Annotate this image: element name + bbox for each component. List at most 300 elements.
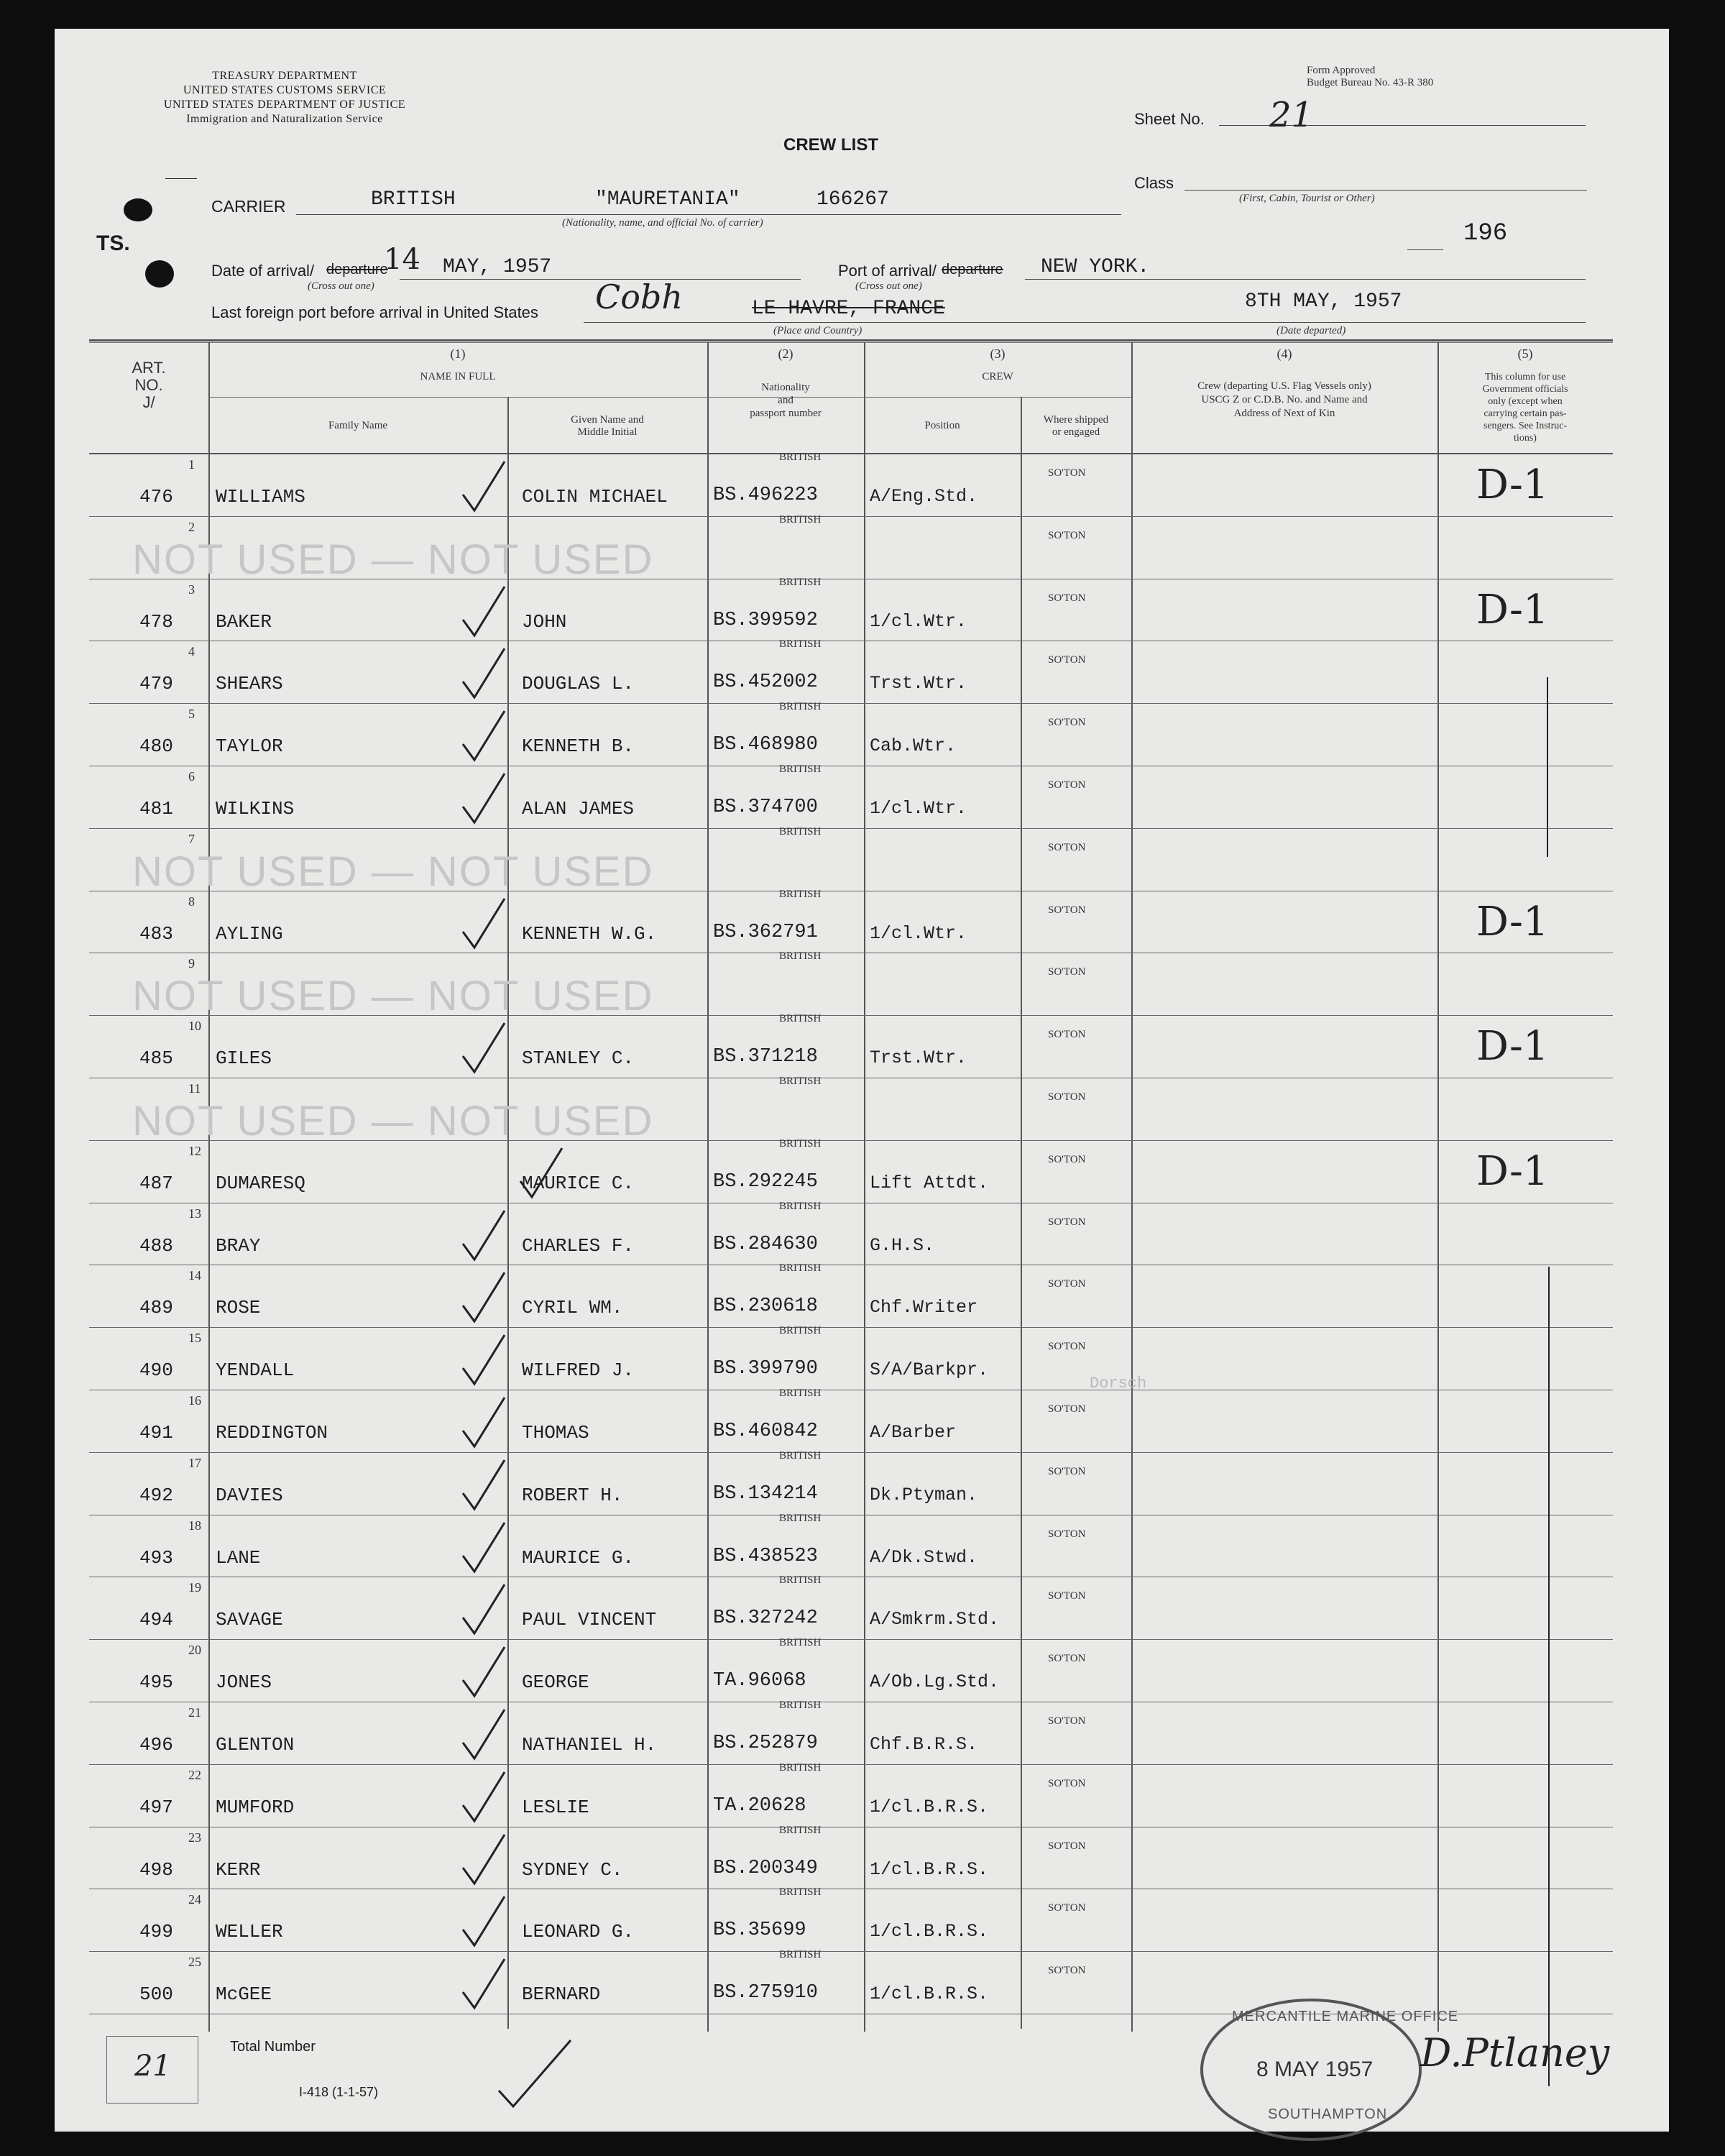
line-number: 7 [188, 831, 195, 846]
budget-bureau-label: Budget Bureau No. 43-R 380 [1307, 77, 1434, 88]
shipped-heading-line: Where shipped [1043, 414, 1109, 426]
line-number: 20 [188, 1643, 201, 1658]
where-shipped: SO'TON [1048, 841, 1086, 853]
nationality: BRITISH [779, 1886, 822, 1899]
crew-position: A/Dk.Stwd. [870, 1546, 978, 1568]
class-hint: (First, Cabin, Tourist or Other) [1239, 193, 1375, 204]
form-approved-label: Form Approved [1307, 65, 1376, 76]
passport-number: BS.327242 [713, 1607, 818, 1630]
official-use-mark: D-1 [1476, 586, 1549, 633]
carrier-official-no: 166267 [816, 188, 889, 211]
art-no-heading-line: NO. [134, 376, 163, 394]
official-use-mark: D-1 [1476, 898, 1549, 945]
nationality: BRITISH [779, 451, 822, 463]
arrival-struck: departure [326, 262, 388, 277]
given-name-heading-line: Given Name and [571, 414, 644, 426]
given-name-heading-line: Middle Initial [577, 426, 638, 438]
line-number: 23 [188, 1830, 201, 1845]
family-name: BAKER [216, 610, 272, 633]
table-row [89, 701, 1613, 767]
verification-check-mark [460, 646, 510, 703]
form-approved [1307, 65, 1433, 89]
official-use-mark: D-1 [1476, 462, 1549, 508]
table-row [89, 451, 1613, 518]
official-use-mark: D-1 [1476, 1023, 1549, 1070]
given-name: SYDNEY C. [522, 1858, 623, 1881]
col5-bracket-line [1547, 677, 1548, 857]
verification-check-mark [460, 1644, 510, 1702]
col1-num: (1) [450, 347, 466, 361]
shipped-heading-line: or engaged [1052, 426, 1100, 438]
given-name: KENNETH B. [522, 735, 635, 758]
table-row [89, 1325, 1613, 1391]
given-name: NATHANIEL H. [522, 1734, 657, 1756]
table-row [89, 1886, 1613, 1953]
given-name: STANLEY C. [522, 1047, 635, 1070]
passport-number: BS.460842 [713, 1421, 818, 1442]
line-number: 10 [188, 1019, 201, 1034]
shipped-heading [1021, 414, 1131, 439]
given-name: THOMAS [522, 1422, 589, 1444]
total-box [106, 2036, 198, 2104]
passport-number: BS.399592 [713, 609, 818, 631]
where-shipped: SO'TON [1048, 1653, 1086, 1665]
family-name: WILKINS [216, 798, 295, 820]
crew-position: Chf.B.R.S. [870, 1734, 978, 1755]
nationality: BRITISH [779, 1325, 822, 1337]
crew-position: A/Ob.Lg.Std. [870, 1671, 1000, 1693]
stamp-top-text: MERCANTILE MARINE OFFICE [1232, 2009, 1459, 2024]
given-name: PAUL VINCENT [522, 1609, 657, 1631]
verification-check-mark [460, 1270, 510, 1327]
line-number: 16 [188, 1393, 201, 1408]
where-shipped: SO'TON [1048, 529, 1086, 541]
agency-block [134, 69, 436, 127]
line-number: 5 [188, 707, 195, 722]
table-row [89, 1200, 1613, 1267]
faded-note: Dorsch [1090, 1375, 1147, 1393]
where-shipped: SO'TON [1048, 1715, 1086, 1727]
ts-mark: TS. [96, 231, 130, 255]
family-name: GLENTON [216, 1734, 295, 1756]
passport-number: BS.371218 [713, 1046, 818, 1068]
crew-position: S/A/Barkpr. [870, 1359, 989, 1381]
agency-line: Immigration and Naturalization Service [186, 113, 383, 125]
form-number: I-418 (1-1-57) [299, 2085, 379, 2099]
table-row [89, 1075, 1613, 1144]
col5-title-line: only (except when [1488, 396, 1563, 407]
nationality: BRITISH [779, 576, 822, 588]
nationality: BRITISH [779, 1637, 822, 1649]
where-shipped: SO'TON [1048, 904, 1086, 916]
article-number: 498 [139, 1858, 173, 1881]
verification-check-mark [460, 1707, 510, 1764]
nationality: BRITISH [779, 763, 822, 775]
passport-number: TA.96068 [713, 1670, 806, 1692]
table-row [89, 1574, 1613, 1641]
family-name: GILES [216, 1047, 272, 1070]
stamp-date: 8 MAY 1957 [1256, 2058, 1374, 2081]
passport-number: BS.452002 [713, 671, 818, 694]
col2-title-line: Nationality [761, 382, 810, 393]
last-port-struck: LE HAVRE, FRANCE [752, 298, 945, 320]
table-row [89, 1262, 1613, 1329]
arrival-day: 14 [384, 243, 420, 276]
officer-signature: D.Ptlaney [1420, 2030, 1610, 2075]
page-number: 196 [1463, 220, 1508, 247]
not-used-watermark: NOT USED — NOT USED [132, 1098, 654, 1144]
nationality: BRITISH [779, 1449, 822, 1462]
sheet-no-value: 21 [1269, 95, 1314, 135]
arrival-label: Date of arrival/ [211, 262, 315, 280]
crew-position: Chf.Writer [870, 1297, 978, 1318]
col4-title-line: Crew (departing U.S. Flag Vessels only) [1197, 380, 1371, 392]
given-name: ALAN JAMES [522, 798, 635, 820]
article-number: 497 [139, 1796, 173, 1818]
table-row [89, 1387, 1613, 1454]
line-number: 17 [188, 1455, 201, 1470]
line-number: 3 [188, 582, 195, 597]
passport-number: BS.252879 [713, 1733, 818, 1754]
line-number: 11 [188, 1081, 201, 1096]
family-name: REDDINGTON [216, 1422, 328, 1444]
passport-number: BS.230618 [713, 1295, 818, 1318]
given-name: GEORGE [522, 1671, 589, 1694]
col2-title-line: passport number [750, 408, 822, 419]
crew-position: 1/cl.Wtr. [870, 922, 967, 944]
nationality: BRITISH [779, 825, 822, 838]
total-check-mark [493, 2035, 579, 2114]
col1-title: NAME IN FULL [420, 371, 496, 382]
article-number: 476 [139, 486, 173, 508]
where-shipped: SO'TON [1048, 1341, 1086, 1353]
nationality: BRITISH [779, 1512, 822, 1524]
nationality: BRITISH [779, 1075, 822, 1087]
family-name: SHEARS [216, 673, 283, 695]
line-number: 4 [188, 644, 195, 659]
family-name: DUMARESQ [216, 1172, 305, 1194]
line-number: 2 [188, 519, 195, 534]
family-name: BRAY [216, 1234, 261, 1257]
given-name: WILFRED J. [522, 1359, 635, 1382]
carrier-nationality: BRITISH [371, 188, 456, 211]
table-row [89, 1824, 1613, 1891]
verification-check-mark [460, 708, 510, 766]
line-number: 15 [188, 1331, 201, 1346]
article-number: 481 [139, 798, 173, 820]
where-shipped: SO'TON [1048, 1902, 1086, 1914]
line-number: 14 [188, 1268, 201, 1283]
given-name: COLIN MICHAEL [522, 486, 668, 508]
table-row [89, 638, 1613, 705]
family-name-heading: Family Name [328, 420, 388, 431]
not-used-watermark: NOT USED — NOT USED [132, 848, 654, 895]
crew-position: 1/cl.B.R.S. [870, 1983, 989, 2005]
last-port-handwritten: Cobh [595, 277, 683, 316]
official-use-mark: D-1 [1476, 1147, 1549, 1195]
nationality: BRITISH [779, 1200, 822, 1212]
page-title: CREW LIST [783, 135, 878, 155]
crew-position: G.H.S. [870, 1234, 935, 1256]
passport-number: BS.292245 [713, 1170, 818, 1193]
crew-position: 1/cl.B.R.S. [870, 1858, 989, 1880]
where-shipped: SO'TON [1048, 1216, 1086, 1228]
given-name: CYRIL WM. [522, 1297, 623, 1319]
passport-number: BS.284630 [713, 1233, 818, 1255]
col5-title-line: carrying certain pas- [1484, 408, 1567, 419]
passport-number: TA.20628 [713, 1794, 806, 1817]
col5-bracket-line [1548, 1267, 1550, 2086]
given-name: JOHN [522, 610, 567, 633]
mercantile-marine-stamp [1200, 1999, 1459, 2141]
verification-check-mark [460, 771, 510, 828]
nationality: BRITISH [779, 1699, 822, 1711]
crew-position: Trst.Wtr. [870, 673, 967, 694]
col3-num: (3) [990, 347, 1006, 361]
table-row [89, 825, 1613, 895]
place-hint: (Place and Country) [773, 325, 862, 336]
given-name: BERNARD [522, 1983, 601, 2006]
where-shipped: SO'TON [1048, 1091, 1086, 1103]
article-number: 489 [139, 1297, 173, 1319]
art-no-heading-line: ART. [132, 359, 166, 377]
date-departed: 8TH MAY, 1957 [1245, 290, 1402, 313]
port-label: Port of arrival/ [838, 262, 937, 280]
table-row [89, 1699, 1613, 1766]
family-name: LANE [216, 1546, 261, 1569]
article-number: 487 [139, 1172, 173, 1194]
line-number: 18 [188, 1518, 201, 1533]
where-shipped: SO'TON [1048, 1029, 1086, 1041]
where-shipped: SO'TON [1048, 1278, 1086, 1290]
nationality: BRITISH [779, 1137, 822, 1150]
passport-number: BS.496223 [713, 485, 818, 506]
where-shipped: SO'TON [1048, 1403, 1086, 1415]
port-cross-hint: (Cross out one) [855, 280, 922, 292]
table-row [89, 1949, 1613, 2015]
verification-check-mark [460, 1020, 510, 1078]
verification-check-mark [460, 1832, 510, 1889]
verification-check-mark [460, 1208, 510, 1265]
carrier-name: "MAURETANIA" [595, 188, 740, 211]
carrier-label: CARRIER [211, 197, 286, 216]
given-name: DOUGLAS L. [522, 673, 635, 695]
article-number: 500 [139, 1983, 173, 2006]
where-shipped: SO'TON [1048, 1777, 1086, 1789]
art-no-heading [89, 359, 208, 411]
passport-number: BS.134214 [713, 1482, 818, 1505]
stamp-bottom-text: SOUTHAMPTON [1268, 2106, 1388, 2122]
article-number: 494 [139, 1609, 173, 1631]
arrival-cross-hint: (Cross out one) [308, 280, 374, 292]
passport-number: BS.275910 [713, 1982, 818, 2004]
passport-number: BS.35699 [713, 1919, 806, 1942]
given-name: MAURICE C. [522, 1172, 635, 1194]
total-value: 21 [134, 2050, 171, 2083]
agency-line: TREASURY DEPARTMENT [212, 70, 357, 82]
nationality: BRITISH [779, 638, 822, 651]
family-name: WILLIAMS [216, 486, 305, 508]
given-name-heading [507, 414, 707, 439]
given-name: CHARLES F. [522, 1234, 635, 1257]
class-label: Class [1134, 174, 1174, 192]
col3-title: CREW [982, 371, 1013, 382]
crew-position: Lift Attdt. [870, 1172, 989, 1193]
verification-check-mark [460, 1894, 510, 1951]
position-heading: Position [924, 420, 960, 431]
crew-position: 1/cl.Wtr. [870, 798, 967, 819]
family-name: DAVIES [216, 1484, 283, 1506]
line-number: 6 [188, 769, 195, 784]
col5-num: (5) [1517, 347, 1533, 361]
table-row [89, 888, 1613, 955]
where-shipped: SO'TON [1048, 1840, 1086, 1852]
col2-num: (2) [778, 347, 794, 361]
crew-position: 1/cl.Wtr. [870, 610, 967, 632]
verification-check-mark [460, 1520, 510, 1577]
col4-num: (4) [1276, 347, 1292, 361]
crew-position: A/Smkrm.Std. [870, 1609, 1000, 1630]
where-shipped: SO'TON [1048, 779, 1086, 791]
article-number: 480 [139, 735, 173, 758]
col2-title [707, 381, 864, 420]
article-number: 479 [139, 673, 173, 695]
table-row [89, 763, 1613, 830]
article-number: 495 [139, 1671, 173, 1694]
where-shipped: SO'TON [1048, 1528, 1086, 1540]
line-number: 9 [188, 956, 195, 971]
where-shipped: SO'TON [1048, 1965, 1086, 1977]
verification-check-mark [460, 1769, 510, 1827]
line-number: 12 [188, 1143, 201, 1158]
col5-title-line: sengers. See Instruc- [1483, 421, 1568, 431]
total-label: Total Number [230, 2039, 316, 2055]
nationality: BRITISH [779, 950, 822, 963]
verification-check-mark [518, 1145, 568, 1203]
agency-line: UNITED STATES CUSTOMS SERVICE [183, 84, 387, 96]
crew-list-sheet [55, 29, 1669, 2132]
crew-position: Trst.Wtr. [870, 1047, 967, 1069]
punch-hole [124, 198, 152, 221]
last-port-label: Last foreign port before arrival in United States [211, 303, 538, 321]
given-name: ROBERT H. [522, 1484, 623, 1506]
family-name: TAYLOR [216, 735, 283, 758]
date-departed-hint: (Date departed) [1276, 325, 1346, 336]
table-row [89, 576, 1613, 643]
crew-position: Cab.Wtr. [870, 735, 957, 757]
arrival-date: MAY, 1957 [443, 256, 552, 278]
art-no-heading-line: J/ [142, 393, 155, 411]
crew-position: 1/cl.B.R.S. [870, 1921, 989, 1942]
port-struck: departure [942, 262, 1003, 277]
port-of-arrival: NEW YORK. [1041, 256, 1150, 278]
line-number: 22 [188, 1767, 201, 1782]
verification-check-mark [460, 1457, 510, 1515]
family-name: WELLER [216, 1921, 283, 1943]
nationality: BRITISH [779, 1574, 822, 1587]
sheet-no-label: Sheet No. [1134, 110, 1205, 128]
nationality: BRITISH [779, 1262, 822, 1275]
agency-line: UNITED STATES DEPARTMENT OF JUSTICE [163, 98, 406, 111]
col4-title-line: Address of Next of Kin [1233, 408, 1335, 419]
col4-title-line: USCG Z or C.D.B. No. and Name and [1201, 394, 1368, 405]
verification-check-mark [460, 896, 510, 953]
passport-number: BS.468980 [713, 734, 818, 756]
where-shipped: SO'TON [1048, 1153, 1086, 1165]
line-number: 19 [188, 1580, 201, 1595]
table-row [89, 513, 1613, 583]
given-name: LESLIE [522, 1796, 589, 1818]
nationality: BRITISH [779, 701, 822, 713]
family-name: MUMFORD [216, 1796, 295, 1818]
crew-position: A/Barber [870, 1422, 957, 1443]
verification-check-mark [460, 1582, 510, 1639]
where-shipped: SO'TON [1048, 966, 1086, 978]
where-shipped: SO'TON [1048, 467, 1086, 479]
verification-check-mark [460, 459, 510, 516]
nationality: BRITISH [779, 888, 822, 900]
article-number: 496 [139, 1734, 173, 1756]
nationality: BRITISH [779, 1761, 822, 1774]
line-number: 8 [188, 894, 195, 909]
line-number: 25 [188, 1955, 201, 1970]
table-row [89, 1449, 1613, 1516]
where-shipped: SO'TON [1048, 717, 1086, 729]
article-number: 493 [139, 1546, 173, 1569]
given-name: KENNETH W.G. [522, 922, 657, 945]
article-number: 488 [139, 1234, 173, 1257]
table-row [89, 1013, 1613, 1079]
passport-number: BS.200349 [713, 1857, 818, 1879]
where-shipped: SO'TON [1048, 1590, 1086, 1602]
crew-rows [89, 451, 1613, 2036]
crew-position: A/Eng.Std. [870, 486, 978, 507]
nationality: BRITISH [779, 1824, 822, 1836]
not-used-watermark: NOT USED — NOT USED [132, 973, 654, 1020]
punch-hole [145, 260, 174, 288]
table-row [89, 1137, 1613, 1204]
family-name: AYLING [216, 922, 283, 945]
article-number: 499 [139, 1921, 173, 1943]
verification-check-mark [460, 1332, 510, 1390]
given-name: LEONARD G. [522, 1921, 635, 1943]
col2-title-line: and [778, 395, 794, 406]
crew-table [89, 339, 1613, 2047]
verification-check-mark [460, 584, 510, 641]
passport-number: BS.399790 [713, 1358, 818, 1380]
verification-check-mark [460, 1395, 510, 1452]
table-row [89, 1637, 1613, 1703]
line-number: 13 [188, 1206, 201, 1221]
article-number: 485 [139, 1047, 173, 1070]
crew-position: Dk.Ptyman. [870, 1484, 978, 1505]
crew-position: 1/cl.B.R.S. [870, 1796, 989, 1817]
nationality: BRITISH [779, 1949, 822, 1961]
col5-title [1438, 371, 1613, 444]
family-name: YENDALL [216, 1359, 295, 1382]
family-name: KERR [216, 1858, 261, 1881]
where-shipped: SO'TON [1048, 592, 1086, 604]
given-name: MAURICE G. [522, 1546, 635, 1569]
article-number: 491 [139, 1422, 173, 1444]
not-used-watermark: NOT USED — NOT USED [132, 536, 654, 583]
line-number: 1 [188, 457, 195, 472]
col4-title [1131, 380, 1438, 421]
line-number: 24 [188, 1892, 201, 1907]
col5-title-line: This column for use [1484, 372, 1566, 382]
where-shipped: SO'TON [1048, 654, 1086, 666]
where-shipped: SO'TON [1048, 1465, 1086, 1477]
